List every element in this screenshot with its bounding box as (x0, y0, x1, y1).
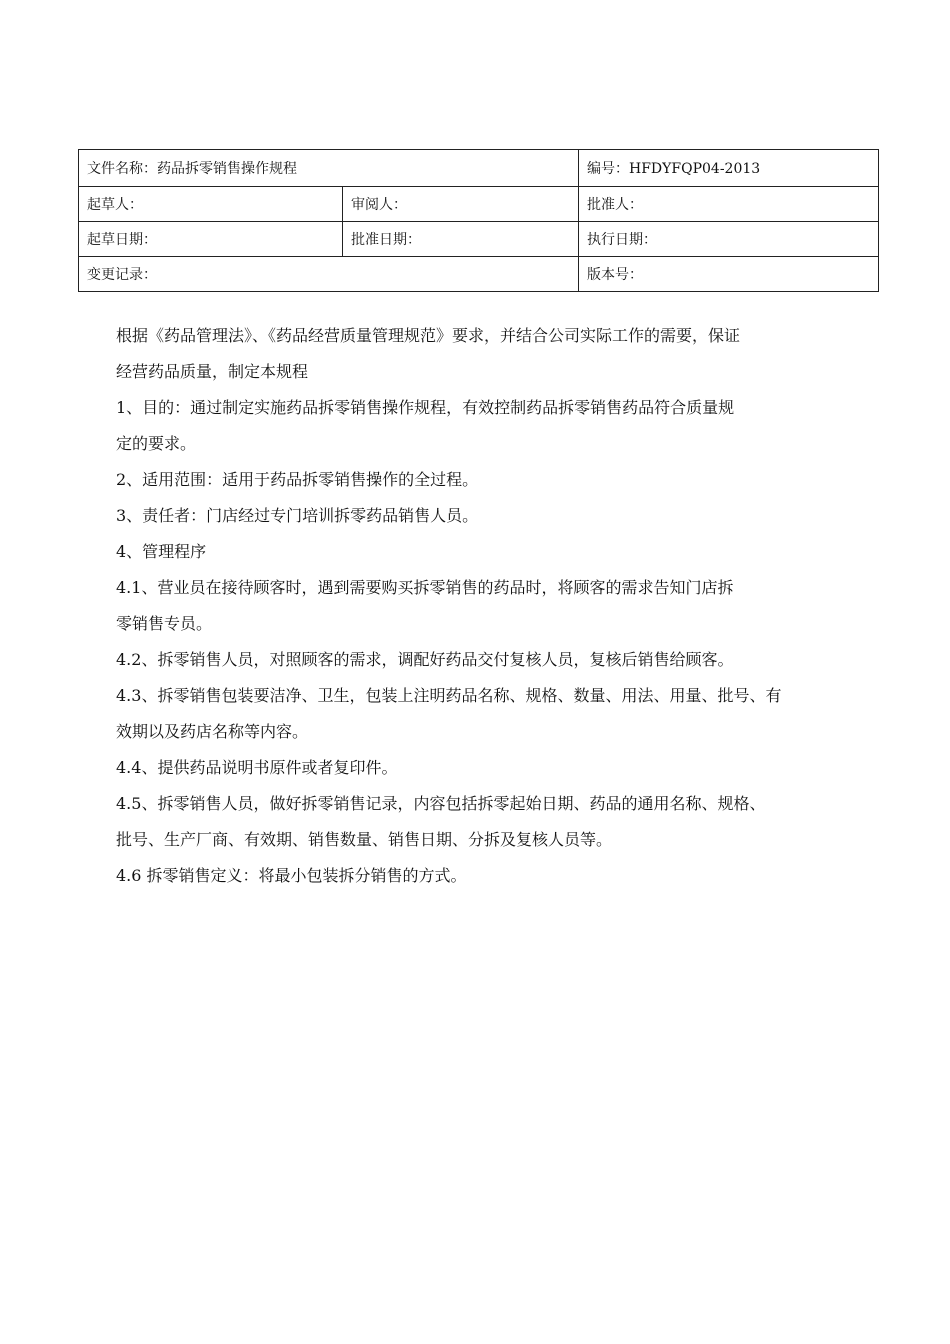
procedure-step-4-4: 4.4、提供药品说明书原件或者复印件。 (116, 758, 398, 777)
procedure-step-4-5-cont: 批号、生产厂商、有效期、销售数量、销售日期、分拆及复核人员等。 (116, 830, 613, 849)
version-cell: 版本号： (579, 257, 879, 292)
intro-line: 经营药品质量，制定本规程 (116, 362, 309, 381)
reviewer-cell: 审阅人： (343, 187, 579, 222)
draft-date-cell: 起草日期： (79, 222, 343, 257)
header-row-dates (79, 222, 879, 257)
intro-line: 根据《药品管理法》、《药品经营质量管理规范》要求，并结合公司实际工作的需要，保证 (116, 326, 741, 345)
file-name-cell: 文件名称：药品拆零销售操作规程 (79, 150, 579, 187)
doc-number-cell: 编号：HFDYFQP04-2013 (579, 150, 879, 187)
drafter-cell: 起草人： (79, 187, 343, 222)
procedure-step-4-3-cont: 效期以及药店名称等内容。 (116, 722, 309, 741)
header-row-changes (79, 257, 879, 292)
approver-cell: 批准人： (579, 187, 879, 222)
section-purpose: 1、目的：通过制定实施药品拆零销售操作规程，有效控制药品拆零销售药品符合质量规 (116, 398, 735, 417)
approval-date-cell: 批准日期： (343, 222, 579, 257)
section-purpose-cont: 定的要求。 (116, 434, 197, 453)
header-row-people (79, 187, 879, 222)
execution-date-cell: 执行日期： (579, 222, 879, 257)
header-row-title (79, 150, 879, 187)
procedure-step-4-1-cont: 零销售专员。 (116, 614, 213, 633)
change-record-cell: 变更记录： (79, 257, 579, 292)
document-header-table (78, 149, 879, 292)
section-scope: 2、适用范围：适用于药品拆零销售操作的全过程。 (116, 470, 479, 489)
procedure-step-4-1: 4.1、营业员在接待顾客时，遇到需要购买拆零销售的药品时，将顾客的需求告知门店拆 (116, 578, 734, 597)
section-responsible: 3、责任者：门店经过专门培训拆零药品销售人员。 (116, 506, 479, 525)
procedure-step-4-3: 4.3、拆零销售包装要洁净、卫生，包装上注明药品名称、规格、数量、用法、用量、批号、有 (116, 686, 782, 705)
section-procedure-heading: 4、管理程序 (116, 542, 207, 561)
procedure-step-4-5: 4.5、拆零销售人员，做好拆零销售记录，内容包括拆零起始日期、药品的通用名称、规格、 (116, 794, 766, 813)
procedure-step-4-6: 4.6 拆零销售定义：将最小包装拆分销售的方式。 (116, 866, 467, 885)
procedure-step-4-2: 4.2、拆零销售人员，对照顾客的需求，调配好药品交付复核人员，复核后销售给顾客。 (116, 650, 734, 669)
procedure-body (116, 318, 856, 894)
